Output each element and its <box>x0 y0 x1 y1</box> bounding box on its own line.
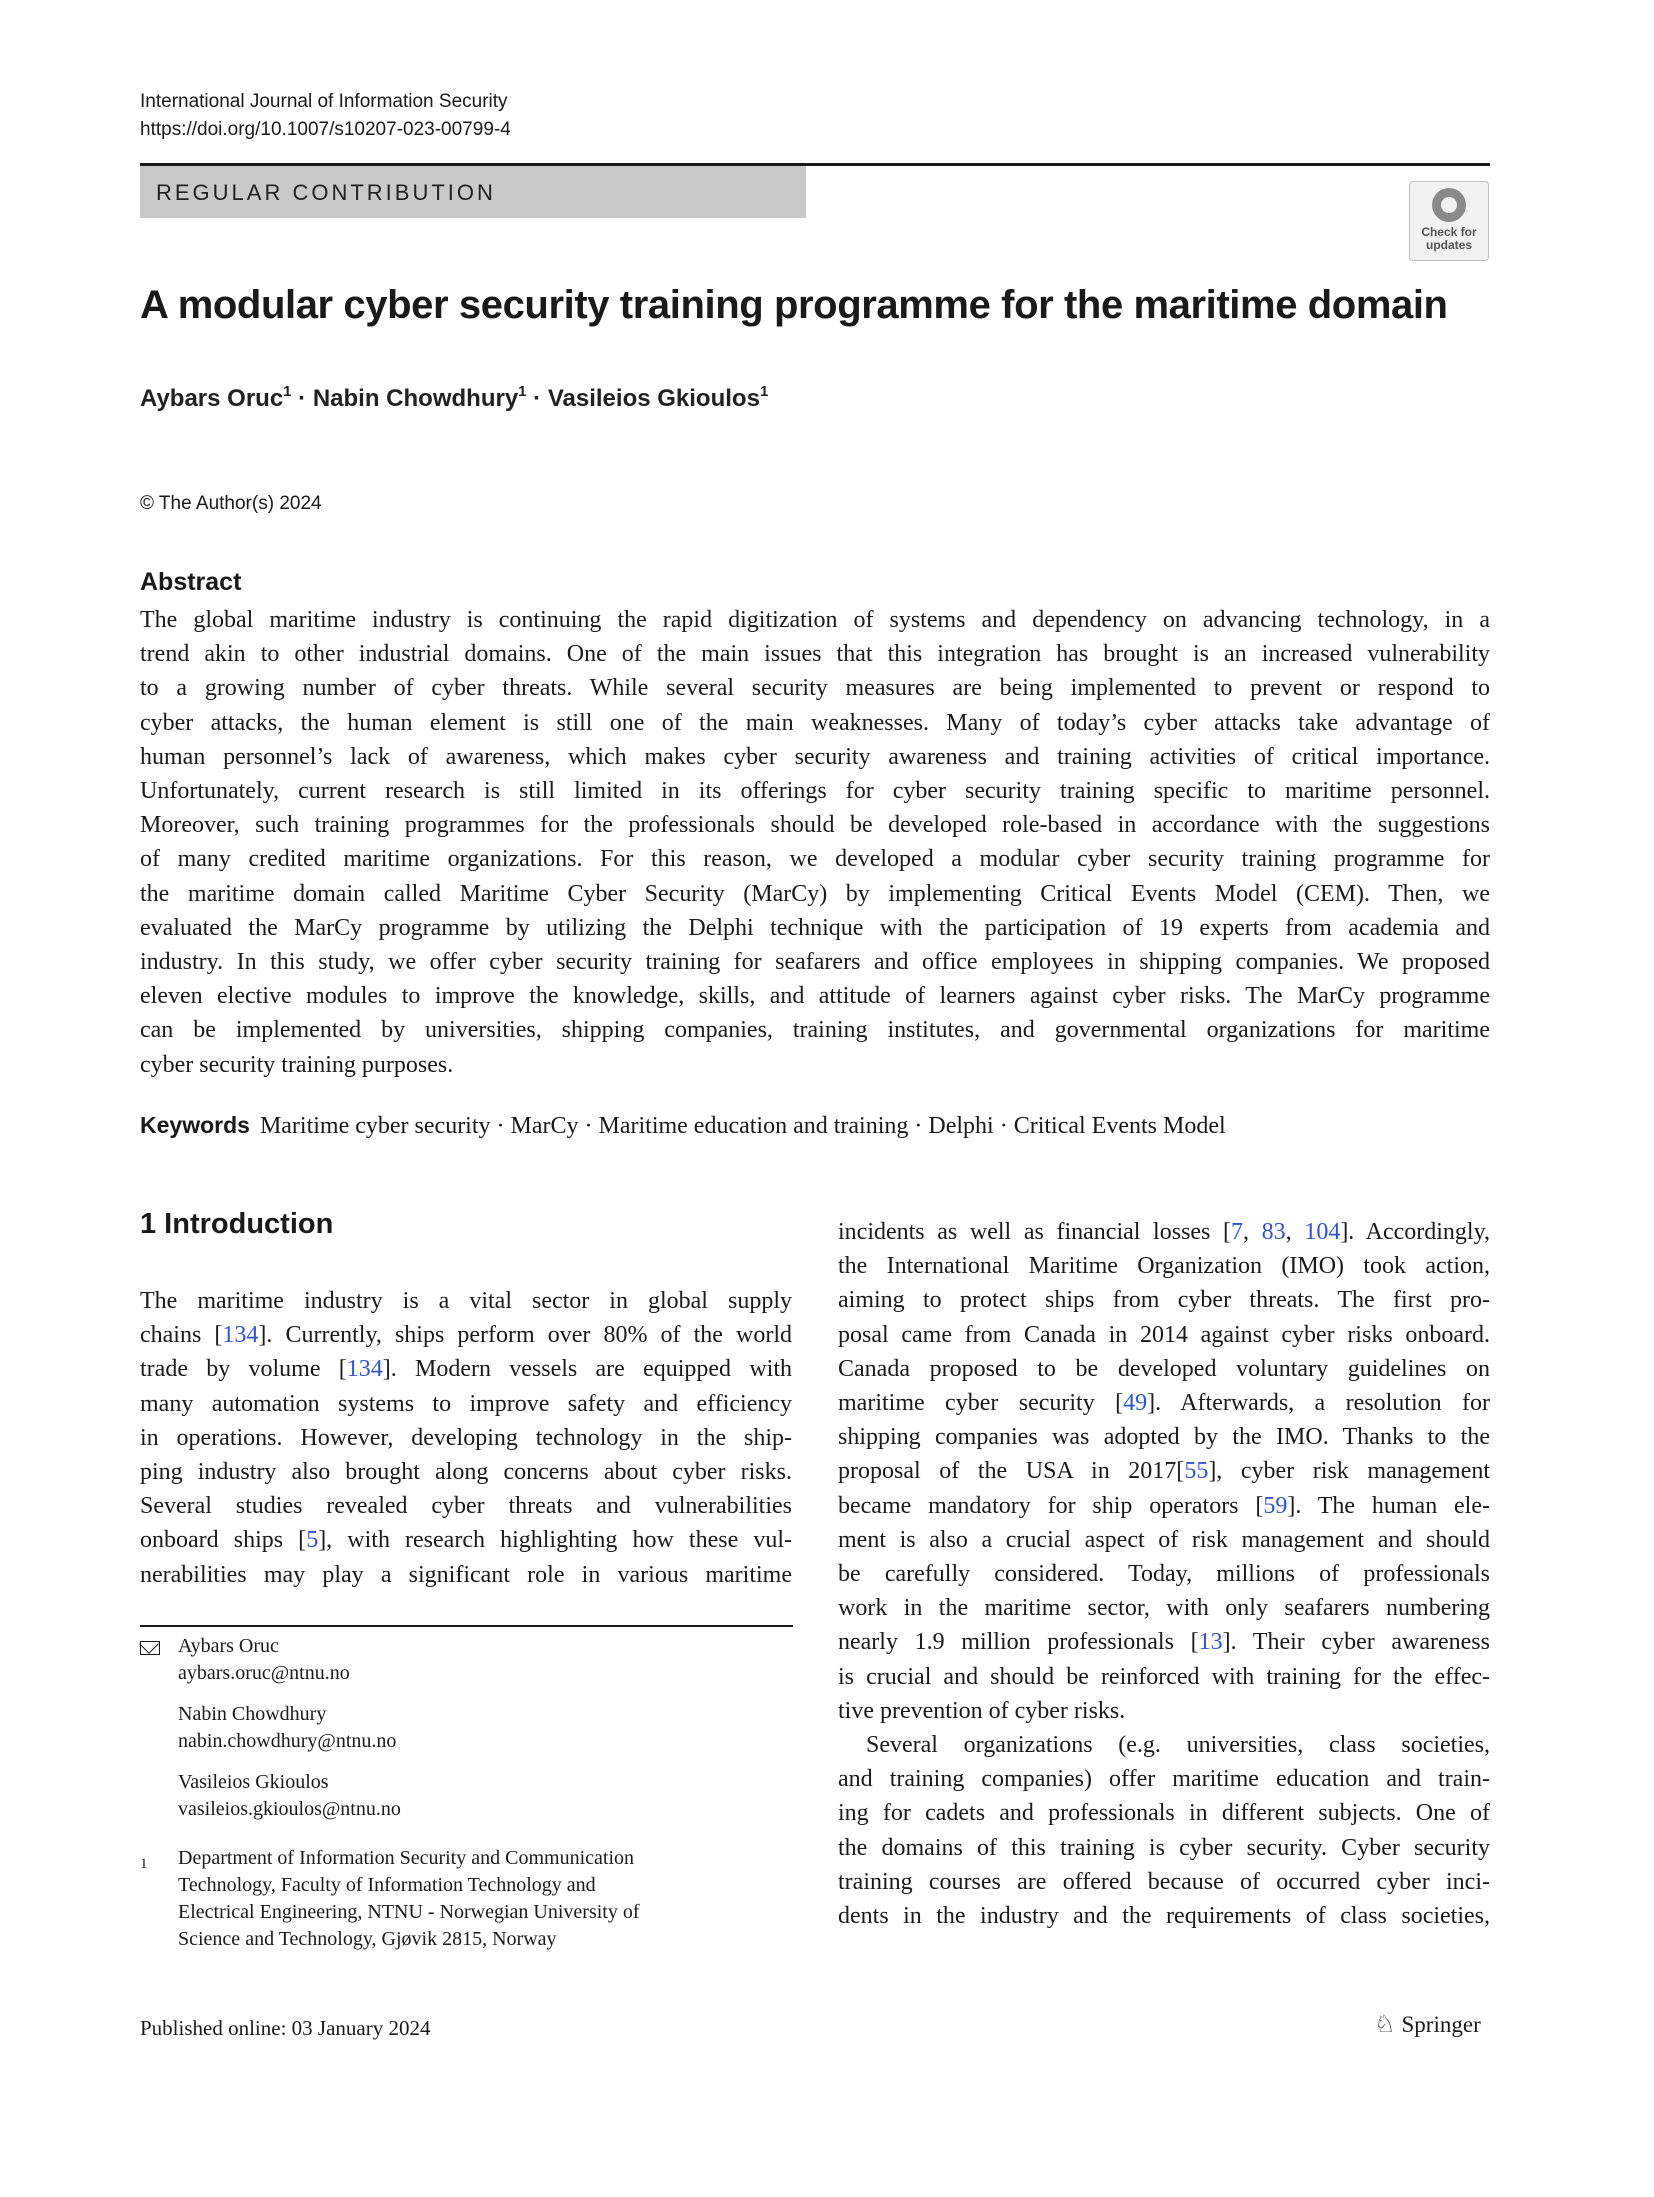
author-list <box>140 383 768 413</box>
abstract-line: can be implemented by universities, shipping companies, training institutes, and governmental organizations for maritime <box>140 1017 1490 1044</box>
citation-link[interactable]: 134 <box>346 1356 383 1383</box>
left-column-text <box>140 1284 792 1592</box>
body-line: Several organizations (e.g. universities, class societies, <box>866 1732 1490 1759</box>
affiliation-line: Technology, Faculty of Information Technology and <box>178 1874 596 1896</box>
body-line: onboard ships [5], with research highlighting how these vul- <box>140 1527 792 1554</box>
abstract-body <box>140 603 1490 1082</box>
body-line: the domains of this training is cyber security. Cyber security <box>838 1834 1490 1861</box>
citation-link[interactable]: 5 <box>306 1527 319 1554</box>
abstract-line: trend akin to other industrial domains. One of the main issues that this integration has brought is an increased vulnerability <box>140 641 1490 668</box>
body-line: dents in the industry and the requirements of class societies, <box>838 1903 1490 1930</box>
contact-email[interactable]: nabin.chowdhury@ntnu.no <box>178 1730 397 1752</box>
citation-link[interactable]: 13 <box>1198 1629 1223 1656</box>
journal-header <box>140 88 511 144</box>
body-line: in operations. However, developing technology in the ship- <box>140 1424 792 1451</box>
citation-link[interactable]: 7 <box>1231 1219 1244 1245</box>
body-line: tive prevention of cyber risks. <box>838 1697 1126 1724</box>
doi-link[interactable]: https://doi.org/10.1007/s10207-023-00799-4 <box>140 119 511 140</box>
affiliation-line: Science and Technology, Gjøvik 2815, Norway <box>178 1928 557 1950</box>
publisher-logo <box>1374 2010 1481 2039</box>
body-line: training courses are offered because of occurred cyber inci- <box>838 1868 1490 1895</box>
affiliation <box>178 1845 640 1953</box>
publisher-name: Springer <box>1401 2012 1481 2037</box>
body-line: Several studies revealed cyber threats and vulnerabilities <box>140 1493 792 1520</box>
abstract-heading: Abstract <box>140 568 242 596</box>
body-line: maritime cyber security [49]. Afterwards, a resolution for <box>838 1390 1490 1417</box>
abstract-line: Moreover, such training programmes for the professionals should be developed role-based in accordance with the suggestions <box>140 812 1490 839</box>
body-line: incidents as well as financial losses [7, 83, 104]. Accordingly, <box>838 1219 1491 1245</box>
author-affiliation-mark: 1 <box>518 383 527 400</box>
contact-email[interactable]: aybars.oruc@ntnu.no <box>178 1662 350 1684</box>
abstract-line: The global maritime industry is continuing the rapid digitization of systems and dependency on advancing technology, in a <box>140 607 1490 633</box>
springer-horse-icon: ♘ <box>1374 2012 1396 2038</box>
keywords <box>140 1112 1226 1140</box>
body-line: posal came from Canada in 2014 against cyber risks onboard. <box>838 1321 1490 1348</box>
envelope-icon <box>140 1641 160 1655</box>
contact-3 <box>178 1769 401 1823</box>
citation-link[interactable]: 55 <box>1184 1458 1209 1485</box>
abstract-line: human personnel’s lack of awareness, which makes cyber security awareness and training activities of critical importance. <box>140 743 1490 770</box>
body-line: chains [134]. Currently, ships perform over 80% of the world <box>140 1322 793 1349</box>
body-line: proposal of the USA in 2017[55], cyber risk management <box>838 1458 1491 1485</box>
author-name[interactable]: Aybars Oruc <box>140 385 284 412</box>
citation-link[interactable]: 83 <box>1261 1219 1286 1245</box>
abstract-line: eleven elective modules to improve the knowledge, skills, and attitude of learners against cyber risks. The MarCy programme <box>140 983 1490 1010</box>
footnote-rule <box>140 1625 793 1627</box>
check-for-updates-button[interactable] <box>1409 181 1489 261</box>
body-line: nerabilities may play a significant role in various maritime <box>140 1561 792 1588</box>
article-type: REGULAR CONTRIBUTION <box>156 180 496 205</box>
article-type-banner <box>140 166 806 218</box>
section-heading: 1 Introduction <box>140 1208 334 1240</box>
body-line: became mandatory for ship operators [59]. The human ele- <box>838 1492 1490 1519</box>
body-line: be carefully considered. Today, millions of professionals <box>838 1561 1490 1588</box>
published-date: Published online: 03 January 2024 <box>140 2016 431 2040</box>
author-separator: · <box>526 385 548 412</box>
contact-name: Nabin Chowdhury <box>178 1703 327 1725</box>
check-updates-icon <box>1432 188 1466 222</box>
body-line: and training companies) offer maritime education and train- <box>838 1766 1490 1793</box>
body-line: Canada proposed to be developed voluntary guidelines on <box>838 1355 1490 1382</box>
contact-1 <box>178 1633 350 1687</box>
affiliation-line: Electrical Engineering, NTNU - Norwegian University of <box>178 1901 640 1923</box>
citation-link[interactable]: 59 <box>1263 1492 1288 1519</box>
body-line: aiming to protect ships from cyber threats. The first pro- <box>838 1287 1490 1314</box>
citation-link[interactable]: 134 <box>222 1322 259 1349</box>
contact-name: Aybars Oruc <box>178 1635 279 1657</box>
abstract-line: cyber security training purposes. <box>140 1051 454 1078</box>
body-line: ment is also a crucial aspect of risk management and should <box>838 1526 1490 1553</box>
check-updates-label: Check for updates <box>1421 225 1477 252</box>
keywords-text: Maritime cyber security · MarCy · Maritime education and training · Delphi · Critical Events Model <box>259 1113 1226 1139</box>
body-line: nearly 1.9 million professionals [13]. Their cyber awareness <box>838 1629 1490 1656</box>
author-affiliation-mark: 1 <box>759 383 769 400</box>
body-line: trade by volume [134]. Modern vessels are equipped with <box>140 1356 792 1383</box>
affiliation-line: Department of Information Security and Communication <box>178 1847 634 1869</box>
right-column-text <box>838 1215 1490 1933</box>
body-line: work in the maritime sector, with only seafarers numbering <box>838 1595 1490 1622</box>
abstract-line: to a growing number of cyber threats. While several security measures are being implemented to prevent or respond to <box>140 675 1490 702</box>
author-name[interactable]: Nabin Chowdhury <box>312 385 519 412</box>
abstract-line: the maritime domain called Maritime Cyber Security (MarCy) by implementing Critical Events Model (CEM). Then, we <box>140 880 1490 907</box>
body-line: shipping companies was adopted by the IMO. Thanks to the <box>838 1424 1490 1451</box>
body-line: ping industry also brought along concerns about cyber risks. <box>140 1459 792 1486</box>
citation-link[interactable]: 104 <box>1304 1219 1341 1245</box>
author-name[interactable]: Vasileios Gkioulos <box>547 385 760 412</box>
citation-link[interactable]: 49 <box>1123 1390 1148 1417</box>
body-line: is crucial and should be reinforced with training for the effec- <box>838 1663 1490 1690</box>
affiliation-number: 1 <box>140 1856 148 1872</box>
copyright: © The Author(s) 2024 <box>140 493 322 514</box>
abstract-line: Unfortunately, current research is still limited in its offerings for cyber security training specific to maritime personnel. <box>140 778 1490 805</box>
contact-2 <box>178 1701 396 1755</box>
body-line: ing for cadets and professionals in different subjects. One of <box>838 1800 1490 1827</box>
abstract-line: evaluated the MarCy programme by utilizing the Delphi technique with the participation of 19 experts from academia and <box>140 914 1490 941</box>
contact-email[interactable]: vasileios.gkioulos@ntnu.no <box>178 1798 401 1820</box>
author-separator: · <box>291 385 313 412</box>
body-line: the International Maritime Organization (IMO) took action, <box>838 1253 1490 1280</box>
abstract-line: industry. In this study, we offer cyber security training for seafarers and office employees in shipping companies. We proposed <box>140 949 1490 976</box>
abstract-line: of many credited maritime organizations. For this reason, we developed a modular cyber security training programme for <box>140 846 1490 873</box>
contact-name: Vasileios Gkioulos <box>178 1771 329 1793</box>
keywords-label: Keywords <box>140 1112 250 1138</box>
abstract-line: cyber attacks, the human element is still one of the main weaknesses. Many of today’s cyber attacks take advantage of <box>140 709 1490 736</box>
body-line: many automation systems to improve safety and efficiency <box>140 1390 792 1417</box>
body-line: The maritime industry is a vital sector in global supply <box>140 1288 792 1314</box>
journal-name: International Journal of Information Security <box>140 91 508 112</box>
paper-title: A modular cyber security training programme for the maritime domain <box>140 283 1448 327</box>
author-affiliation-mark: 1 <box>283 383 292 400</box>
